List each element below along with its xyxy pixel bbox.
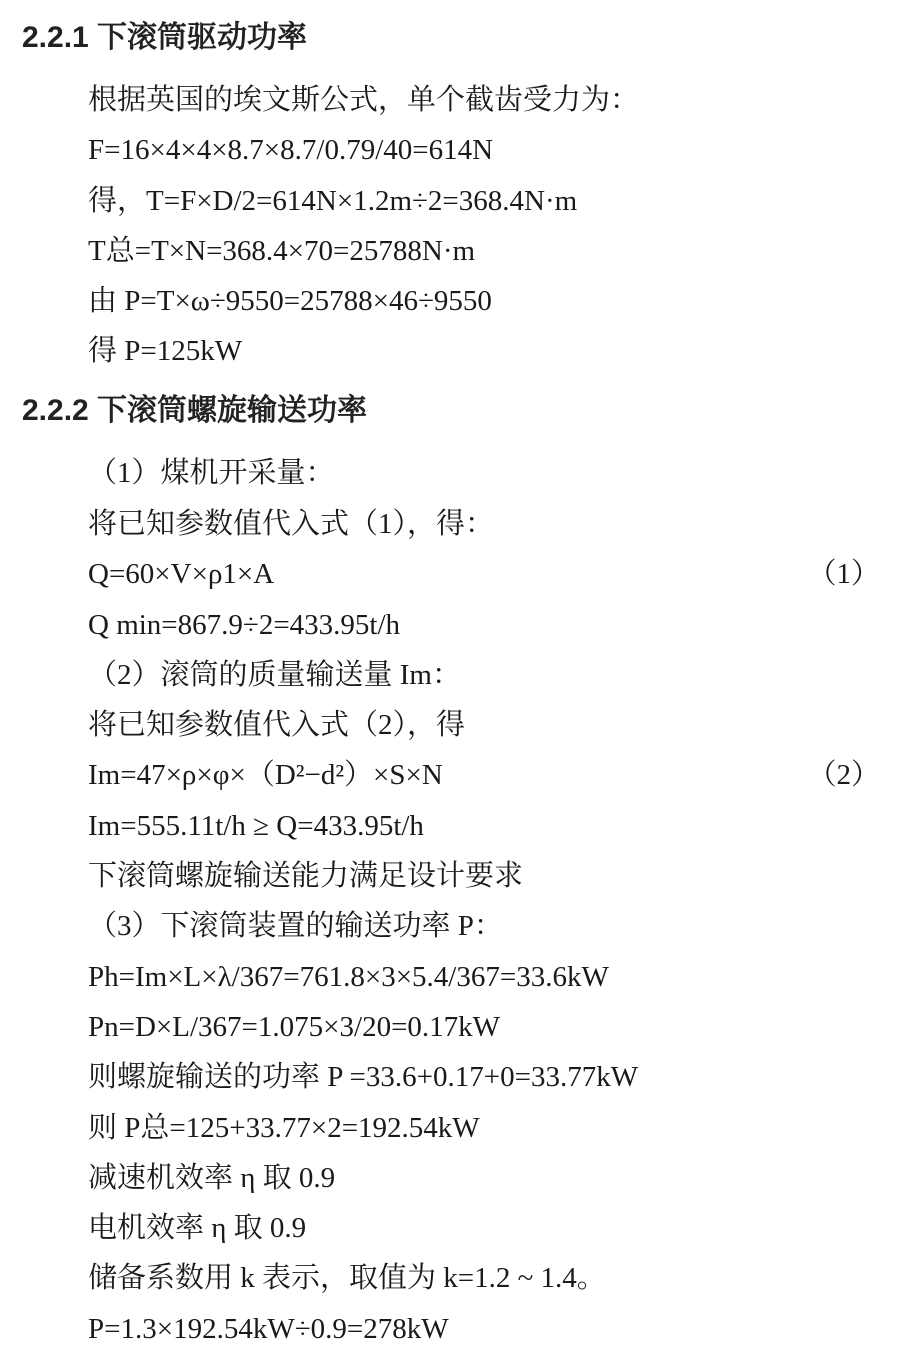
text-line: Q min=867.9÷2=433.95t/h [88,609,401,641]
text-line: 得 P=125kW [88,335,243,367]
equation-number: （2） [807,759,880,791]
text-line: F=16×4×4×8.7×8.7/0.79/40=614N [88,134,494,166]
text-line: Q=60×V×ρ1×A [88,558,275,590]
text-line: 得，T=F×D/2=614N×1.2m÷2=368.4N·m [88,185,578,217]
text-line: 将已知参数值代入式（1），得： [88,508,495,540]
section-heading-2-2-2: 2.2.2 下滚筒螺旋输送功率 [22,394,368,427]
text-line: Im=47×ρ×φ×（D²−d²）×S×N [88,759,443,791]
text-line: T总=T×N=368.4×70=25788N·m [88,235,476,267]
text-line: Pn=D×L/367=1.075×3/20=0.17kW [88,1011,501,1043]
text-line: Im=555.11t/h ≥ Q=433.95t/h [88,810,424,842]
text-line: 由 P=T×ω÷9550=25788×46÷9550 [88,285,492,317]
text-line: Ph=Im×L×λ/367=761.8×3×5.4/367=33.6kW [88,961,609,993]
text-line: 电机效率 η 取 0.9 [88,1212,307,1244]
text-line: P=1.3×192.54kW÷0.9=278kW [88,1313,449,1345]
text-line: 根据英国的埃文斯公式，单个截齿受力为： [88,84,640,116]
text-line: 减速机效率 η 取 0.9 [88,1162,336,1194]
text-line: （1）煤机开采量： [88,457,335,489]
text-line: 则 P总=125+33.77×2=192.54kW [88,1112,480,1144]
section-heading-2-2-1: 2.2.1 下滚筒驱动功率 [22,21,308,54]
text-line: 储备系数用 k 表示，取值为 k=1.2 ~ 1.4。 [88,1262,606,1294]
text-line: 下滚筒螺旋输送能力满足设计要求 [88,860,524,892]
equation-number: （1） [807,558,880,590]
text-line: 则螺旋输送的功率 P =33.6+0.17+0=33.77kW [88,1061,639,1093]
text-line: （3）下滚筒装置的输送功率 P： [88,910,503,942]
text-line: 将已知参数值代入式（2），得 [88,709,466,741]
text-line: （2）滚筒的质量输送量 Im： [88,659,461,691]
